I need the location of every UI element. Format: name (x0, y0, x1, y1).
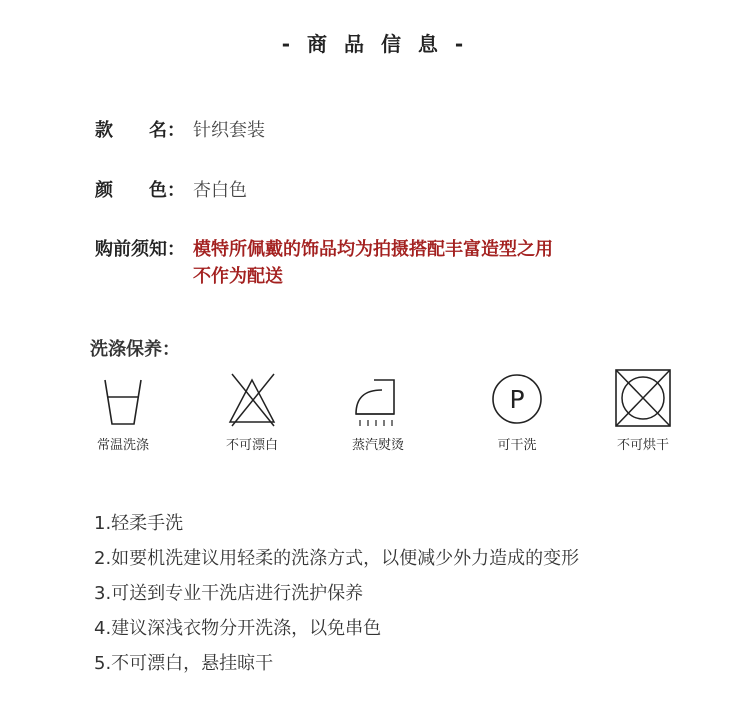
dry-clean-letter: P (509, 385, 525, 414)
color-label: 颜 色： (95, 180, 185, 201)
notice-label: 购前须知： (95, 239, 185, 260)
notice-text (193, 236, 553, 290)
care-label: 蒸汽熨烫 (351, 438, 404, 453)
care-title: 洗涤保养： (90, 339, 180, 360)
care-item-wash (78, 368, 168, 453)
no-bleach-icon (217, 368, 287, 430)
color-value: 杏白色 (193, 180, 247, 201)
product-name-label: 款 名： (95, 120, 185, 141)
product-name-row (95, 116, 265, 142)
washtub-icon (88, 368, 158, 430)
dry-clean-p-icon (482, 368, 552, 430)
care-item-dry-clean (472, 368, 562, 453)
care-label: 可干洗 (497, 438, 537, 453)
product-name-value: 针织套装 (193, 120, 265, 141)
list-item: 2.如要机洗建议用轻柔的洗涤方式，以便减少外力造成的变形 (94, 548, 580, 569)
care-tips-list (94, 510, 579, 685)
care-item-no-bleach (207, 368, 297, 453)
notice-line-1: 模特所佩戴的饰品均为拍摄搭配丰富造型之用 (193, 239, 553, 260)
care-label: 不可漂白 (225, 438, 278, 453)
page-title: - 商 品 信 息 - (281, 32, 469, 56)
list-item: 4.建议深浅衣物分开洗涤，以免串色 (94, 618, 382, 639)
steam-iron-icon (338, 368, 418, 430)
notice-line-2: 不作为配送 (193, 266, 283, 287)
list-item: 1.轻柔手洗 (94, 513, 184, 534)
care-label: 不可烘干 (616, 438, 669, 453)
care-item-steam-iron (333, 368, 423, 453)
notice-row (95, 236, 553, 290)
list-item: 3.可送到专业干洗店进行洗护保养 (94, 583, 364, 604)
no-tumble-dry-icon (608, 368, 678, 430)
list-item: 5.不可漂白，悬挂晾干 (94, 653, 274, 674)
care-label: 常温洗涤 (96, 438, 149, 453)
color-row (95, 176, 247, 202)
care-item-no-tumble-dry (598, 368, 688, 453)
